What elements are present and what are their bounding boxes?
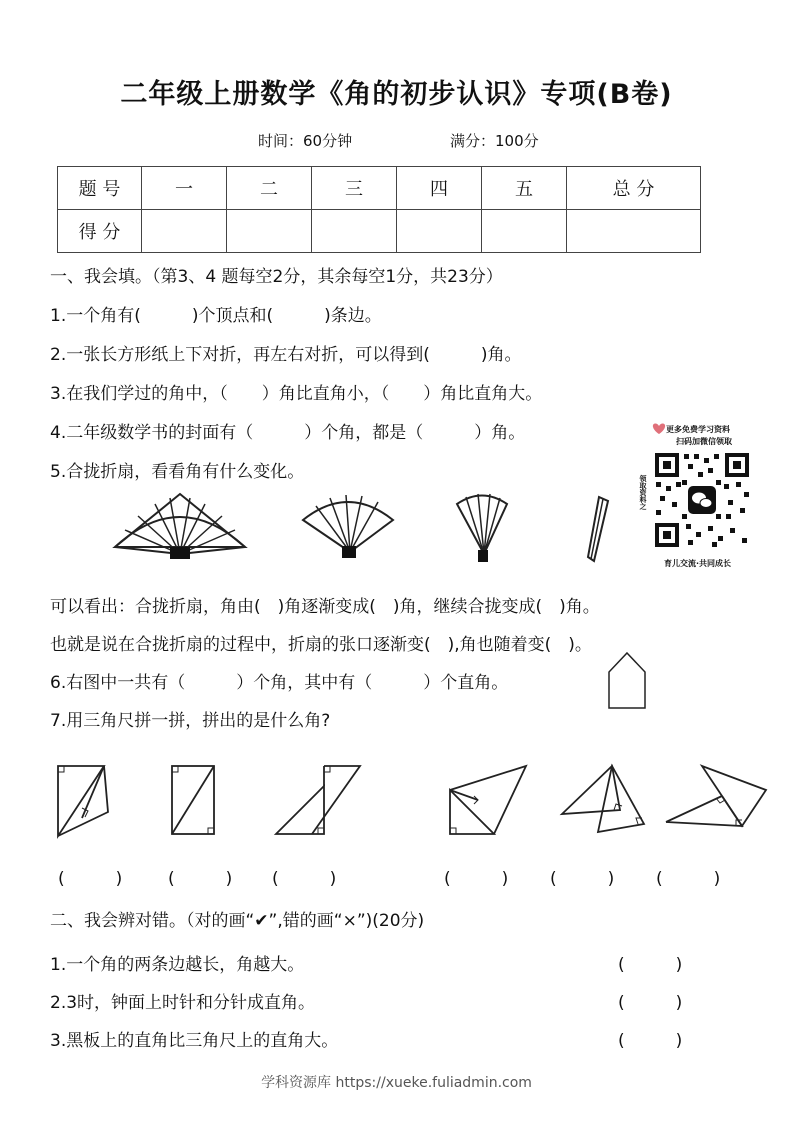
- score-table-score-row: [58, 210, 701, 253]
- qr-side-caption: 领取资料之: [639, 475, 647, 510]
- answer-paren-6[interactable]: ( ): [656, 869, 721, 889]
- score-table-cell: 四: [397, 167, 482, 210]
- fan-medium-icon: [298, 492, 398, 562]
- qr-top-caption: 更多免费学习资料: [666, 425, 730, 434]
- score-input-cell[interactable]: [312, 210, 397, 253]
- score-table-cell: 得 分: [58, 210, 142, 253]
- triangle-combo-1: [52, 760, 114, 840]
- score-input-cell[interactable]: [397, 210, 482, 253]
- score-label: 满分：100分: [450, 132, 539, 150]
- answer-paren-2[interactable]: ( ): [168, 869, 233, 889]
- question-1-4: 4.二年级数学书的封面有（ ）个角，都是（ ）角。: [50, 423, 526, 443]
- answer-paren-1[interactable]: ( ): [58, 869, 123, 889]
- question-1-7: 7.用三角尺拼一拼，拼出的是什么角?: [50, 711, 331, 731]
- qr-bottom-caption: 育儿交流·共同成长: [664, 559, 732, 568]
- answer-paren-3[interactable]: ( ): [272, 869, 337, 889]
- fan-wide-icon: [110, 492, 250, 562]
- fan-closed-icon: [584, 495, 614, 565]
- score-table-header-row: [58, 167, 701, 210]
- score-table-cell: 五: [482, 167, 567, 210]
- question-1-5: 5.合拢折扇，看看角有什么变化。: [50, 462, 305, 482]
- question-1-3: 3.在我们学过的角中，（ ）角比直角小，（ ）角比直角大。: [50, 384, 543, 404]
- question-1-5-line1: 可以看出：合拢折扇，角由( )角逐渐变成( )角，继续合拢变成( )角。: [50, 597, 600, 617]
- score-table-cell: 二: [227, 167, 312, 210]
- score-table-cell: 题 号: [58, 167, 142, 210]
- judge-paren-2[interactable]: ( ): [618, 993, 683, 1013]
- heart-hand-icon: [652, 422, 666, 442]
- qr-top-caption-2: 扫码加微信领取: [676, 437, 732, 446]
- pentagon-figure: [605, 650, 650, 712]
- fan-narrow-icon: [452, 492, 512, 567]
- question-2-3: 3.黑板上的直角比三角尺上的直角大。: [50, 1031, 339, 1051]
- judge-paren-3[interactable]: ( ): [618, 1031, 683, 1051]
- score-input-cell[interactable]: [482, 210, 567, 253]
- score-table-cell: 总 分: [567, 167, 701, 210]
- score-input-cell[interactable]: [567, 210, 701, 253]
- question-2-1: 1.一个角的两条边越长，角越大。: [50, 955, 305, 975]
- question-1-6: 6.右图中一共有（ ）个角，其中有（ ）个直角。: [50, 673, 509, 693]
- score-input-cell[interactable]: [227, 210, 312, 253]
- triangle-combo-6: [662, 760, 772, 840]
- question-1-1: 1.一个角有( )个顶点和( )条边。: [50, 306, 382, 326]
- answer-paren-4[interactable]: ( ): [444, 869, 509, 889]
- triangle-combo-5: [558, 760, 648, 840]
- page-title: 二年级上册数学《角的初步认识》专项(B卷): [120, 79, 673, 110]
- question-1-5-line2: 也就是说在合拢折扇的过程中，折扇的张口逐渐变( ),角也随着变( )。: [50, 635, 592, 655]
- time-label: 时间：60分钟: [258, 132, 353, 150]
- score-table-cell: 一: [142, 167, 227, 210]
- question-1-2: 2.一张长方形纸上下对折，再左右对折，可以得到( )角。: [50, 345, 522, 365]
- qr-code[interactable]: [652, 450, 752, 550]
- score-table: [57, 166, 701, 253]
- score-table-cell: 三: [312, 167, 397, 210]
- section1-heading: 一、我会填。（第3、4 题每空2分，其余每空1分，共23分）: [50, 267, 503, 287]
- question-2-2: 2.3时，钟面上时针和分针成直角。: [50, 993, 316, 1013]
- footer-watermark: 学科资源库 https://xueke.fuliadmin.com: [261, 1075, 532, 1091]
- score-input-cell[interactable]: [142, 210, 227, 253]
- triangle-combo-2: [166, 760, 221, 840]
- answer-paren-5[interactable]: ( ): [550, 869, 615, 889]
- section2-heading: 二、我会辨对错。（对的画“✔”,错的画“×”)(20分): [50, 911, 425, 931]
- judge-paren-1[interactable]: ( ): [618, 955, 683, 975]
- triangle-combo-4: [446, 760, 530, 840]
- triangle-combo-3: [272, 760, 364, 840]
